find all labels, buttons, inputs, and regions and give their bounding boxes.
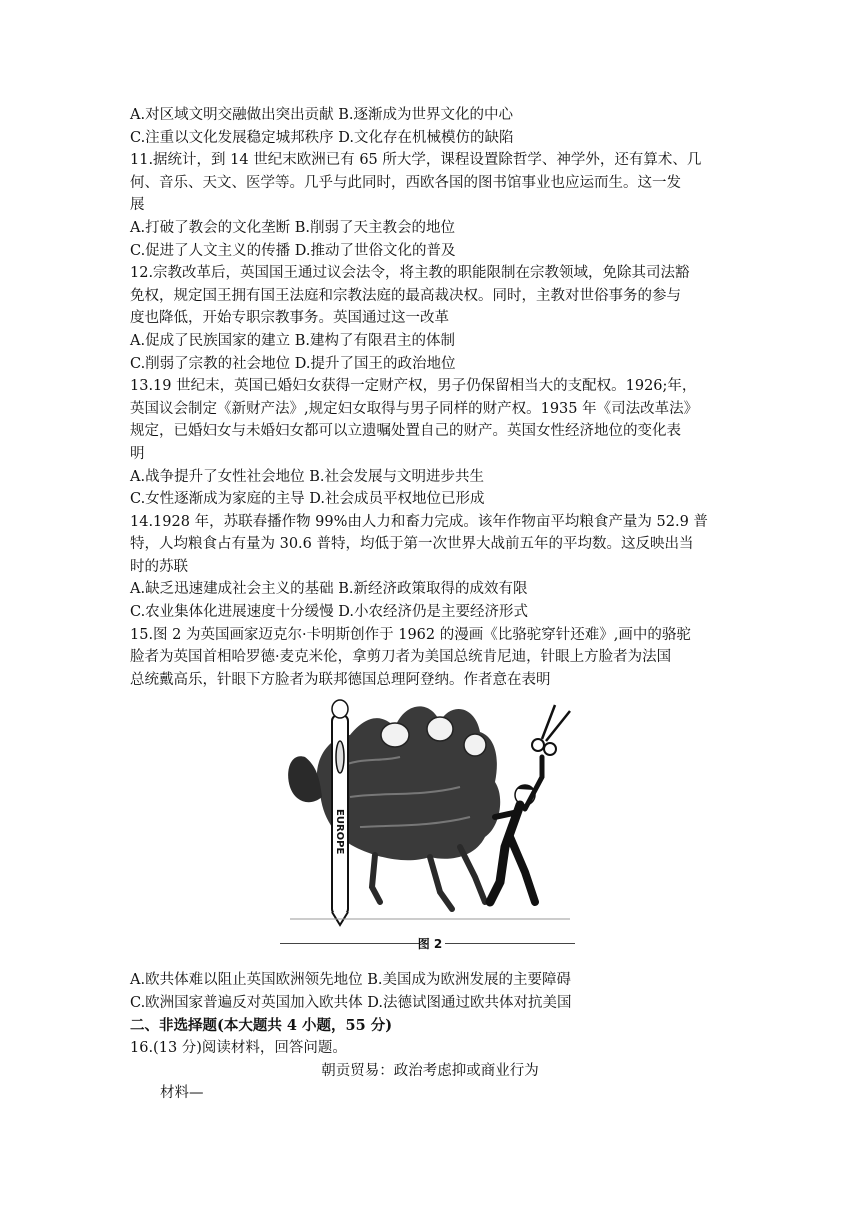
- text-line: 总统戴高乐，针眼下方脸者为联邦德国总理阿登纳。作者意在表明: [130, 671, 551, 688]
- text-line: 英国议会制定《新财产法》,规定妇女取得与男子同样的财产权。1935 年《司法改革法》: [130, 400, 699, 417]
- figure-2: [130, 697, 730, 965]
- text-line: 15.图 2 为英国画家迈克尔·卡明斯创作于 1962 的漫画《比骆驼穿针还难》,画中的骆驼: [130, 626, 691, 643]
- text-line: 13.19 世纪末，英国已婚妇女获得一定财产权，男子仍保留相当大的支配权。1926;年，: [130, 378, 697, 395]
- text-line: 度也降低，开始专职宗教事务。英国通过这一改革: [130, 310, 449, 327]
- text-line: 免权，规定国王拥有国王法庭和宗教法庭的最高裁决权。同时，主教对世俗事务的参与: [130, 287, 681, 304]
- needle-label: EUROPE: [334, 809, 345, 855]
- text-line: A.缺乏迅速建成社会主义的基础 B.新经济政策取得的成效有限: [130, 581, 528, 598]
- text-line: C.促进了人文主义的传播 D.推动了世俗文化的普及: [130, 242, 456, 259]
- text-line: 时的苏联: [130, 558, 188, 575]
- text-line: C.欧洲国家普遍反对英国加入欧共体 D.法德试图通过欧共体对抗美国: [130, 995, 572, 1012]
- document-page: [130, 104, 730, 1105]
- section-title: 二、非选择题(本大题共 4 小题，55 分): [130, 1016, 393, 1034]
- text-line: C.女性逐渐成为家庭的主导 D.社会成员平权地位已形成: [130, 491, 485, 508]
- material-label: 材料—: [160, 1085, 204, 1102]
- text-line: A.促成了民族国家的建立 B.建构了有限君主的体制: [130, 332, 455, 349]
- text-line: C.削弱了宗教的社会地位 D.提升了国王的政治地位: [130, 355, 456, 372]
- answer-options-q15: [130, 969, 730, 1014]
- text-line: 14.1928 年，苏联春播作物 99%由人力和畜力完成。该年作物亩平均粮食产量为 52.9 普: [130, 513, 708, 530]
- text-line: 12.宗教改革后，英国国王通过议会法令，将主教的职能限制在宗教领域，免除其司法豁: [130, 265, 690, 282]
- text-line: C.注重以文化发展稳定城邦秩序 D.文化存在机械模仿的缺陷: [130, 129, 514, 146]
- question-16-intro: 16.(13 分)阅读材料，回答问题。: [130, 1040, 347, 1057]
- question-16-title: 朝贡贸易：政治考虑抑或商业行为: [321, 1062, 539, 1079]
- figure-caption: 图 2: [417, 937, 443, 952]
- caption-rule-right: [445, 943, 575, 944]
- text-line: 展: [130, 197, 145, 214]
- camel-head: [288, 757, 322, 803]
- text-line: A.打破了教会的文化垄断 B.削弱了天主教会的地位: [130, 219, 455, 236]
- text-line: 脸者为英国首相哈罗德·麦克米伦，拿剪刀者为美国总统肯尼迪，针眼上方脸者为法国: [130, 649, 672, 666]
- man-with-scissors: [490, 705, 570, 902]
- text-line: A.战争提升了女性社会地位 B.社会发展与文明进步共生: [130, 468, 484, 485]
- text-line: A.欧共体难以阻止英国欧洲领先地位 B.美国成为欧洲发展的主要障碍: [130, 972, 571, 989]
- text-line: C.农业集体化进展速度十分缓慢 D.小农经济仍是主要经济形式: [130, 604, 529, 621]
- question-text-block: [130, 104, 730, 691]
- text-line: 规定，已婚妇女与未婚妇女都可以立遗嘱处置自己的财产。英国女性经济地位的变化表: [130, 423, 681, 440]
- needle: [332, 715, 348, 925]
- text-line: 明: [130, 445, 145, 462]
- text-line: 何、音乐、天文、医学等。几乎与此同时，西欧各国的图书馆事业也应运而生。这一发: [130, 174, 681, 191]
- camel-cartoon-illustration: [280, 697, 580, 927]
- text-line: A.对区域文明交融做出突出贡献 B.逐渐成为世界文化的中心: [130, 107, 513, 123]
- text-line: 11.据统计，到 14 世纪末欧洲已有 65 所大学，课程设置除哲学、神学外，还有算术、几: [130, 152, 702, 169]
- text-line: 特，人均粮食占有量为 30.6 普特，均低于第一次世界大战前五年的平均数。这反映出当: [130, 536, 694, 553]
